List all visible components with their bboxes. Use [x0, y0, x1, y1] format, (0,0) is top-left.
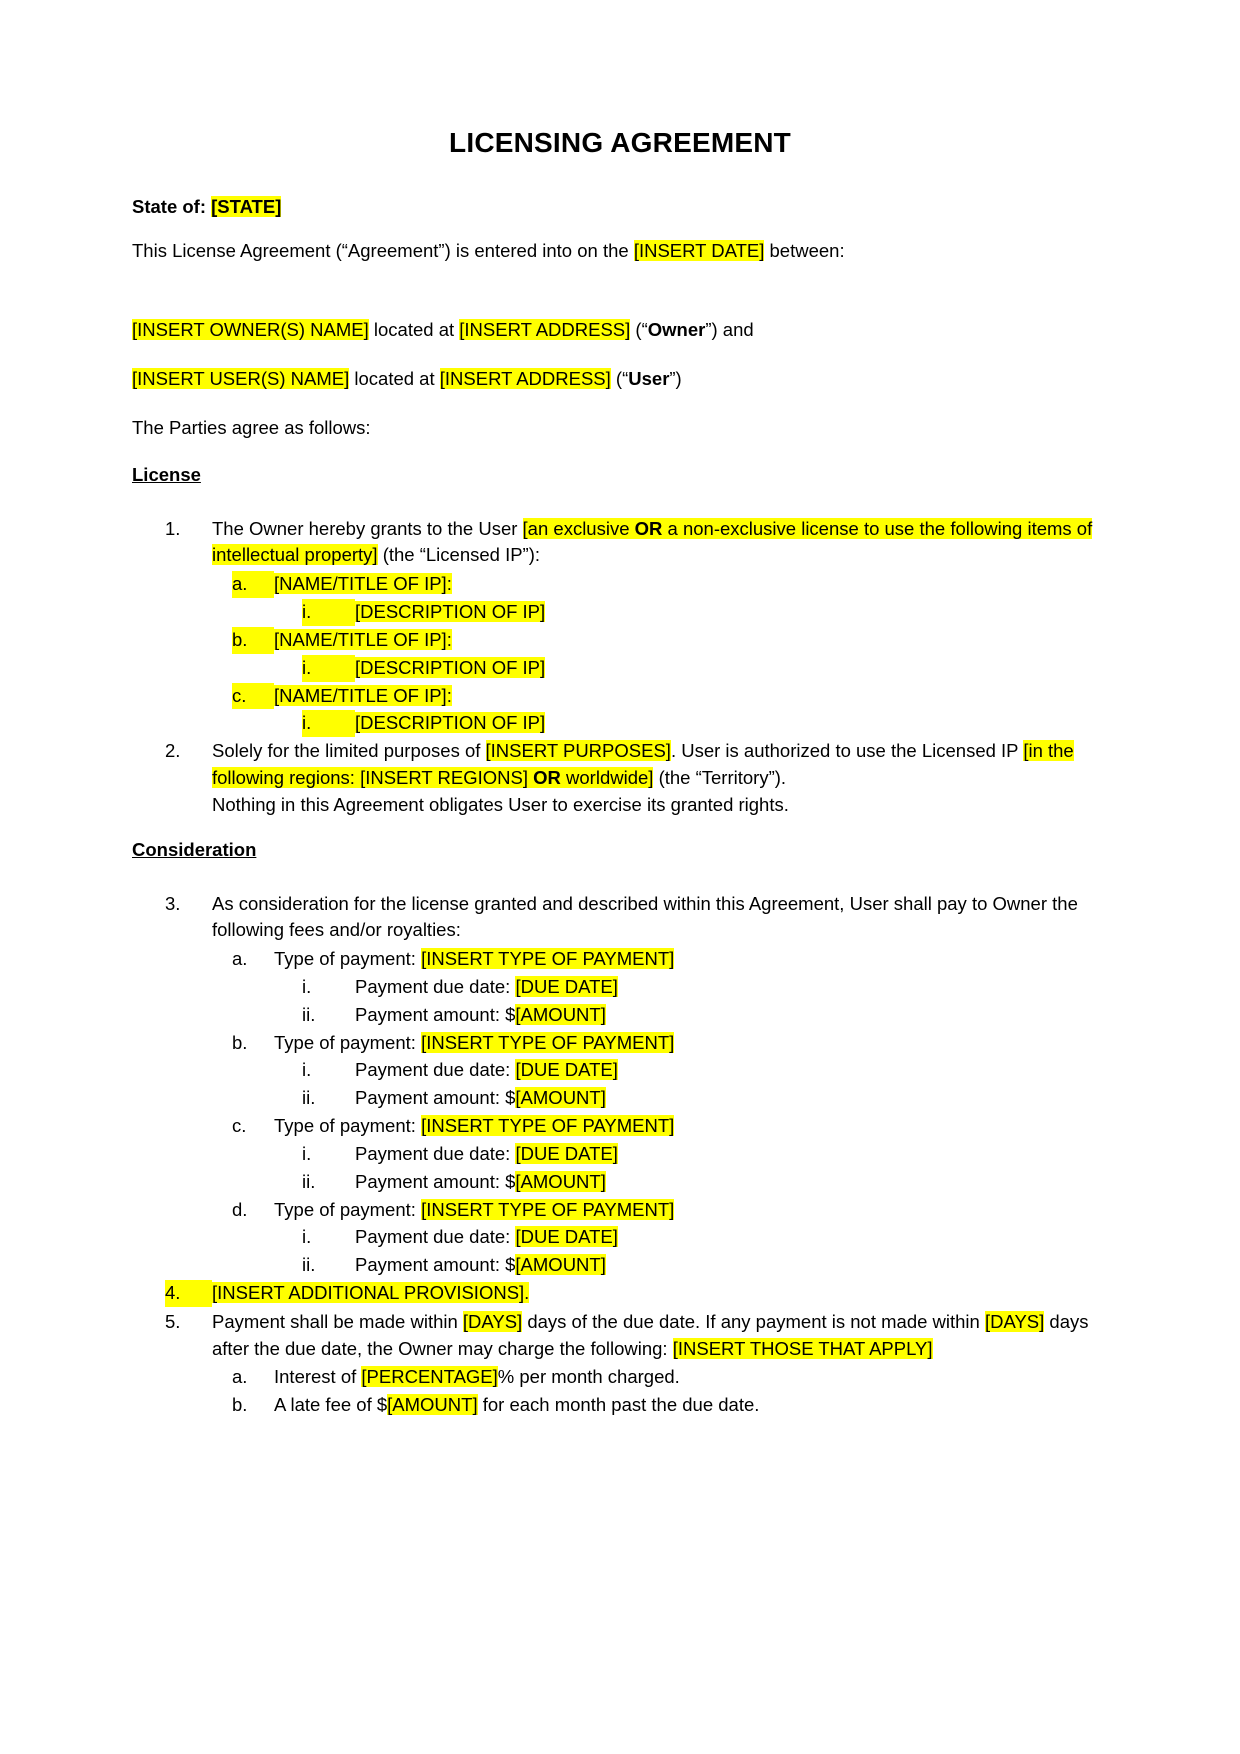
- percentage-placeholder: [PERCENTAGE]: [361, 1366, 498, 1388]
- payment-item-c: [132, 1113, 1108, 1140]
- intro-paragraph: [132, 238, 1108, 265]
- payment-d-amount-marker: ii.: [302, 1254, 316, 1276]
- list-item-5-text: [212, 1309, 1108, 1363]
- payment-a-amount-label: Payment amount: $: [355, 1003, 516, 1025]
- interest-post-text: % per month charged.: [497, 1366, 680, 1388]
- list-marker-3: 3.: [165, 892, 181, 914]
- item2-regions-highlight-a: [in the following regions: [INSERT REGIONS]: [212, 740, 1074, 788]
- payment-c-due-label: Payment due date:: [355, 1142, 516, 1164]
- ip-item-c-name: [NAME/TITLE OF IP]:: [274, 684, 452, 706]
- payment-item-d: [132, 1197, 1108, 1224]
- parties-agree-line: The Parties agree as follows:: [132, 416, 371, 438]
- state-value: [STATE]: [211, 195, 282, 217]
- payment-a-type-label: Type of payment:: [274, 948, 422, 970]
- payment-d-type-value: [INSERT TYPE OF PAYMENT]: [421, 1198, 675, 1220]
- payment-c-amount-label: Payment amount: $: [355, 1170, 516, 1192]
- payment-d-due-content: [355, 1224, 1108, 1251]
- list-item-2: [132, 738, 1108, 818]
- payment-a-content: [274, 946, 1108, 973]
- license-heading-wrap: [132, 464, 1108, 502]
- payment-b-content: [274, 1030, 1108, 1057]
- item5-sub-b-content: [274, 1392, 1108, 1419]
- user-defined-term: User: [628, 368, 670, 390]
- ip-item-c: [132, 683, 1108, 710]
- item5-days-placeholder-1: [DAYS]: [462, 1310, 523, 1332]
- item2-regions-highlight-b: worldwide]: [560, 766, 654, 788]
- item5-sub-a: [132, 1364, 1108, 1391]
- payment-d-amount-value: [AMOUNT]: [515, 1254, 606, 1276]
- user-paren-open: (“: [610, 368, 629, 390]
- list-item-1: [132, 516, 1108, 570]
- payment-c-amount-row: [132, 1169, 1108, 1196]
- ip-item-b-description-content: [355, 655, 1108, 682]
- payment-a-due-content: [355, 974, 1108, 1001]
- ip-item-a-description: [DESCRIPTION OF IP]: [355, 601, 546, 623]
- payment-item-b: [132, 1030, 1108, 1057]
- user-address-placeholder: [INSERT ADDRESS]: [439, 368, 611, 390]
- list-item-1-text: [212, 516, 1108, 570]
- payment-d-type-label: Type of payment:: [274, 1198, 422, 1220]
- ip-item-b-content: [274, 627, 1108, 654]
- intro-pre-text: This License Agreement (“Agreement”) is entered into on the: [132, 240, 634, 262]
- payment-d-content: [274, 1197, 1108, 1224]
- payment-b-due-content: [355, 1057, 1108, 1084]
- list-item-4: [132, 1280, 1108, 1307]
- owner-located-text: located at: [368, 319, 460, 341]
- late-fee-amount-placeholder: [AMOUNT]: [387, 1394, 478, 1416]
- list-marker-5: 5.: [165, 1310, 181, 1332]
- interest-pre-text: Interest of: [274, 1366, 362, 1388]
- owner-party-line: [132, 317, 1108, 344]
- list-item-3: [132, 891, 1108, 945]
- payment-c-marker: c.: [232, 1115, 247, 1137]
- insert-those-that-apply-placeholder: [INSERT THOSE THAT APPLY]: [672, 1337, 933, 1359]
- insert-date-placeholder: [INSERT DATE]: [633, 240, 765, 262]
- payment-b-type-value: [INSERT TYPE OF PAYMENT]: [421, 1031, 675, 1053]
- payment-a-due-label: Payment due date:: [355, 976, 516, 998]
- payment-a-amount-row: [132, 1002, 1108, 1029]
- ip-item-a-name: [NAME/TITLE OF IP]:: [274, 573, 452, 595]
- state-line: [132, 194, 1108, 221]
- owner-paren-open: (“: [630, 319, 648, 341]
- owner-paren-close: ”) and: [705, 319, 754, 341]
- payment-d-due-value: [DUE DATE]: [515, 1226, 618, 1248]
- license-section-heading: License: [132, 463, 201, 485]
- item5-pre-text: Payment shall be made within: [212, 1310, 463, 1332]
- ip-item-a-marker: a.: [232, 571, 274, 598]
- item5-mid-text-1: days of the due date. If any payment is not made within: [522, 1310, 985, 1332]
- payment-a-due-marker: i.: [302, 976, 312, 998]
- payment-b-type-label: Type of payment:: [274, 1031, 422, 1053]
- ip-item-b-sub-marker: i.: [302, 655, 355, 682]
- payment-a-due-date-row: [132, 974, 1108, 1001]
- consideration-section-heading: Consideration: [132, 838, 257, 860]
- payment-c-amount-marker: ii.: [302, 1170, 316, 1192]
- ip-item-b-marker: b.: [232, 627, 274, 654]
- payment-d-amount-label: Payment amount: $: [355, 1254, 516, 1276]
- user-name-placeholder: [INSERT USER(S) NAME]: [132, 368, 350, 390]
- payment-b-amount-marker: ii.: [302, 1087, 316, 1109]
- list-item-4-content: [212, 1280, 1108, 1307]
- payment-c-amount-content: [355, 1169, 1108, 1196]
- ip-item-b-description-row: [132, 655, 1108, 682]
- ip-item-c-description-row: [132, 710, 1108, 737]
- user-party-line: [132, 366, 1108, 393]
- payment-c-type-label: Type of payment:: [274, 1115, 422, 1137]
- ip-item-b-name: [NAME/TITLE OF IP]:: [274, 628, 452, 650]
- item2-pre-text: Solely for the limited purposes of: [212, 740, 486, 762]
- owner-address-placeholder: [INSERT ADDRESS]: [459, 319, 631, 341]
- list-marker-1: 1.: [165, 517, 181, 539]
- item5-days-placeholder-2: [DAYS]: [984, 1310, 1045, 1332]
- payment-a-amount-marker: ii.: [302, 1003, 316, 1025]
- payment-c-due-content: [355, 1141, 1108, 1168]
- item5-sub-b: [132, 1392, 1108, 1419]
- payment-c-type-value: [INSERT TYPE OF PAYMENT]: [421, 1115, 675, 1137]
- late-fee-post-text: for each month past the due date.: [477, 1394, 760, 1416]
- ip-item-c-content: [274, 683, 1108, 710]
- late-fee-pre-text: A late fee of $: [274, 1394, 388, 1416]
- owner-defined-term: Owner: [647, 319, 706, 341]
- ip-item-a-sub-marker: i.: [302, 599, 355, 626]
- spacer-before-consideration: [132, 821, 1108, 839]
- payment-c-due-date-row: [132, 1141, 1108, 1168]
- payment-b-due-value: [DUE DATE]: [515, 1059, 618, 1081]
- item1-or-conjunction: OR: [634, 517, 663, 539]
- item2-line3: Nothing in this Agreement obligates User to exercise its granted rights.: [212, 793, 789, 815]
- payment-c-content: [274, 1113, 1108, 1140]
- user-located-text: located at: [349, 368, 440, 390]
- ip-item-a-content: [274, 571, 1108, 598]
- item1-highlight-a: [an exclusive: [522, 517, 635, 539]
- payment-d-due-label: Payment due date:: [355, 1226, 516, 1248]
- item5-sub-a-content: [274, 1364, 1108, 1391]
- ip-item-b-description: [DESCRIPTION OF IP]: [355, 656, 546, 678]
- payment-d-due-date-row: [132, 1224, 1108, 1251]
- owner-name-placeholder: [INSERT OWNER(S) NAME]: [132, 319, 369, 341]
- payment-b-amount-label: Payment amount: $: [355, 1087, 516, 1109]
- item2-or-conjunction: OR: [533, 766, 561, 788]
- ip-item-c-sub-marker: i.: [302, 710, 355, 737]
- item1-highlight-b: a non-exclusive license to use the following items of intellectual property]: [212, 517, 1093, 566]
- intro-post-text: between:: [764, 240, 845, 262]
- payment-d-marker: d.: [232, 1198, 248, 1220]
- ip-item-a: [132, 571, 1108, 598]
- payment-b-due-date-row: [132, 1057, 1108, 1084]
- consideration-heading-wrap: [132, 839, 1108, 877]
- payment-b-due-label: Payment due date:: [355, 1059, 516, 1081]
- ip-item-c-description: [DESCRIPTION OF IP]: [355, 712, 546, 734]
- item1-pre-text: The Owner hereby grants to the User: [212, 517, 523, 539]
- item1-post-text: (the “Licensed IP”):: [377, 544, 541, 566]
- additional-provisions-placeholder: [INSERT ADDITIONAL PROVISIONS].: [212, 1281, 530, 1303]
- payment-d-amount-content: [355, 1252, 1108, 1279]
- payment-b-amount-content: [355, 1085, 1108, 1112]
- payment-a-amount-value: [AMOUNT]: [515, 1003, 606, 1025]
- payment-a-marker: a.: [232, 948, 248, 970]
- payment-a-due-value: [DUE DATE]: [515, 976, 618, 998]
- payment-c-due-marker: i.: [302, 1142, 312, 1164]
- payment-b-marker: b.: [232, 1031, 248, 1053]
- list-item-2-text: [212, 738, 1108, 818]
- payment-b-due-marker: i.: [302, 1059, 312, 1081]
- ip-item-a-description-content: [355, 599, 1108, 626]
- list-marker-4: 4.: [165, 1280, 212, 1307]
- page-title: LICENSING AGREEMENT: [449, 127, 791, 158]
- ip-item-a-description-row: [132, 599, 1108, 626]
- payment-b-amount-value: [AMOUNT]: [515, 1087, 606, 1109]
- user-paren-close: ”): [669, 368, 682, 390]
- list-item-3-text: As consideration for the license granted and described within this Agreement, User shall pay to Owner the following fees and/or royalties:: [212, 892, 1078, 941]
- ip-item-c-description-content: [355, 710, 1108, 737]
- state-label: State of:: [132, 195, 212, 217]
- payment-b-amount-row: [132, 1085, 1108, 1112]
- list-marker-2: 2.: [165, 740, 181, 762]
- list-item-5: [132, 1309, 1108, 1363]
- ip-item-b: [132, 627, 1108, 654]
- payment-item-a: [132, 946, 1108, 973]
- payment-a-type-value: [INSERT TYPE OF PAYMENT]: [421, 948, 675, 970]
- item5-sub-b-marker: b.: [232, 1394, 248, 1416]
- payment-c-amount-value: [AMOUNT]: [515, 1170, 606, 1192]
- payment-c-due-value: [DUE DATE]: [515, 1142, 618, 1164]
- payment-a-amount-content: [355, 1002, 1108, 1029]
- item2-mid-text: . User is authorized to use the Licensed IP: [670, 740, 1024, 762]
- insert-purposes-placeholder: [INSERT PURPOSES]: [485, 740, 671, 762]
- payment-d-due-marker: i.: [302, 1226, 312, 1248]
- item2-post-text: (the “Territory”).: [653, 766, 787, 788]
- item5-mid-text-2: days after the due date, the Owner may charge the following:: [212, 1310, 1089, 1359]
- item5-sub-a-marker: a.: [232, 1366, 248, 1388]
- payment-d-amount-row: [132, 1252, 1108, 1279]
- ip-item-c-marker: c.: [232, 683, 274, 710]
